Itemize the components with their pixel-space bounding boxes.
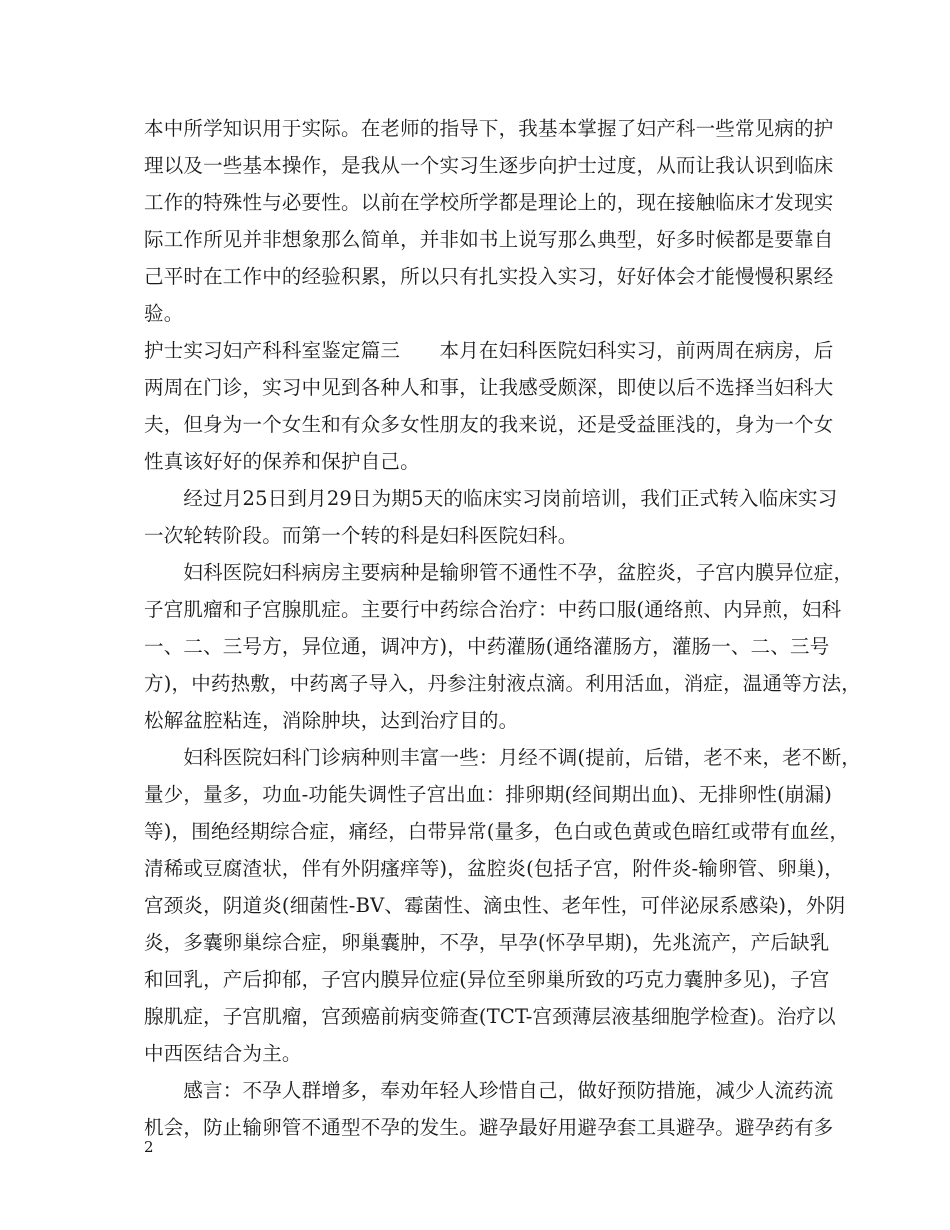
text-line: 妇科医院妇科门诊病种则丰富一些：月经不调(提前，后错，老不来，老不断， — [144, 746, 862, 769]
text-line: 妇科医院妇科病房主要病种是输卵管不通性不孕，盆腔炎，子宫内膜异位症， — [144, 561, 854, 584]
text-line: 机会，防止输卵管不通型不孕的发生。避孕最好用避孕套工具避孕。避孕药有多 — [144, 1116, 834, 1139]
text-line: 量少，量多，功血-功能失调性子宫出血：排卵期(经间期出血)、无排卵性(崩漏) — [144, 783, 833, 806]
text-line: 松解盆腔粘连，消除肿块，达到治疗目的。 — [144, 709, 519, 732]
text-line: 清稀或豆腐渣状，伴有外阴瘙痒等)，盆腔炎(包括子宫，附件炎-输卵管、卵巢)， — [144, 857, 845, 880]
text-line: 一、二、三号方，异位通，调冲方)，中药灌肠(通络灌肠方，灌肠一、二、三号 — [144, 635, 830, 658]
text-line: 和回乳，产后抑郁，子宫内膜异位症(异位至卵巢所致的巧克力囊肿多见)，子宫 — [144, 968, 830, 991]
text-line: 方)，中药热敷，中药离子导入，丹参注射液点滴。利用活血，消症，温通等方法， — [144, 672, 862, 695]
text-line: 本中所学知识用于实际。在老师的指导下，我基本掌握了妇产科一些常见病的护 — [144, 117, 834, 140]
text-line: 经过月25日到月29日为期5天的临床实习岗前培训，我们正式转入临床实习 — [144, 487, 838, 510]
text-line: 中西医结合为主。 — [144, 1042, 302, 1065]
text-line: 际工作所见并非想象那么简单，并非如书上说写那么典型，好多时候都是要靠自 — [144, 228, 834, 251]
text-line: 感言：不孕人群增多，奉劝年轻人珍惜自己，做好预防措施，减少人流药流 — [144, 1079, 834, 1102]
page-number: 2 — [144, 1138, 154, 1156]
text-line: 一次轮转阶段。而第一个转的科是妇科医院妇科。 — [144, 524, 578, 547]
text-line: 夫，但身为一个女生和有众多女性朋友的我来说，还是受益匪浅的，身为一个女 — [144, 413, 834, 436]
text-line: 理以及一些基本操作，是我从一个实习生逐步向护士过度，从而让我认识到临床 — [144, 154, 834, 177]
text-line: 两周在门诊，实习中见到各种人和事，让我感受颇深，即使以后不选择当妇科大 — [144, 376, 834, 399]
text-line: 工作的特殊性与必要性。以前在学校所学都是理论上的，现在接触临床才发现实 — [144, 191, 834, 214]
text-line: 腺肌症，子宫肌瘤，宫颈癌前病变筛查(TCT-宫颈薄层液基细胞学检查)。治疗以 — [144, 1005, 836, 1028]
text-line: 炎，多囊卵巢综合症，卵巢囊肿，不孕，早孕(怀孕早期)，先兆流产，产后缺乳 — [144, 931, 830, 954]
text-line: 己平时在工作中的经验积累，所以只有扎实投入实习，好好体会才能慢慢积累经 — [144, 265, 834, 288]
text-line: 验。 — [144, 302, 184, 325]
text-line: 宫颈炎，阴道炎(细菌性-BV、霉菌性、滴虫性、老年性，可伴泌尿系感染)，外阴 — [144, 894, 846, 917]
text-line: 护士实习妇产科科室鉴定篇三 本月在妇科医院妇科实习，前两周在病房，后 — [144, 339, 834, 362]
text-line: 子宫肌瘤和子宫腺肌症。主要行中药综合治疗：中药口服(通络煎、内异煎，妇科 — [144, 598, 842, 621]
text-line: 性真该好好的保养和保护自己。 — [144, 450, 420, 473]
text-line: 等)，围绝经期综合症，痛经，白带异常(量多，色白或色黄或色暗红或带有血丝， — [144, 820, 850, 843]
